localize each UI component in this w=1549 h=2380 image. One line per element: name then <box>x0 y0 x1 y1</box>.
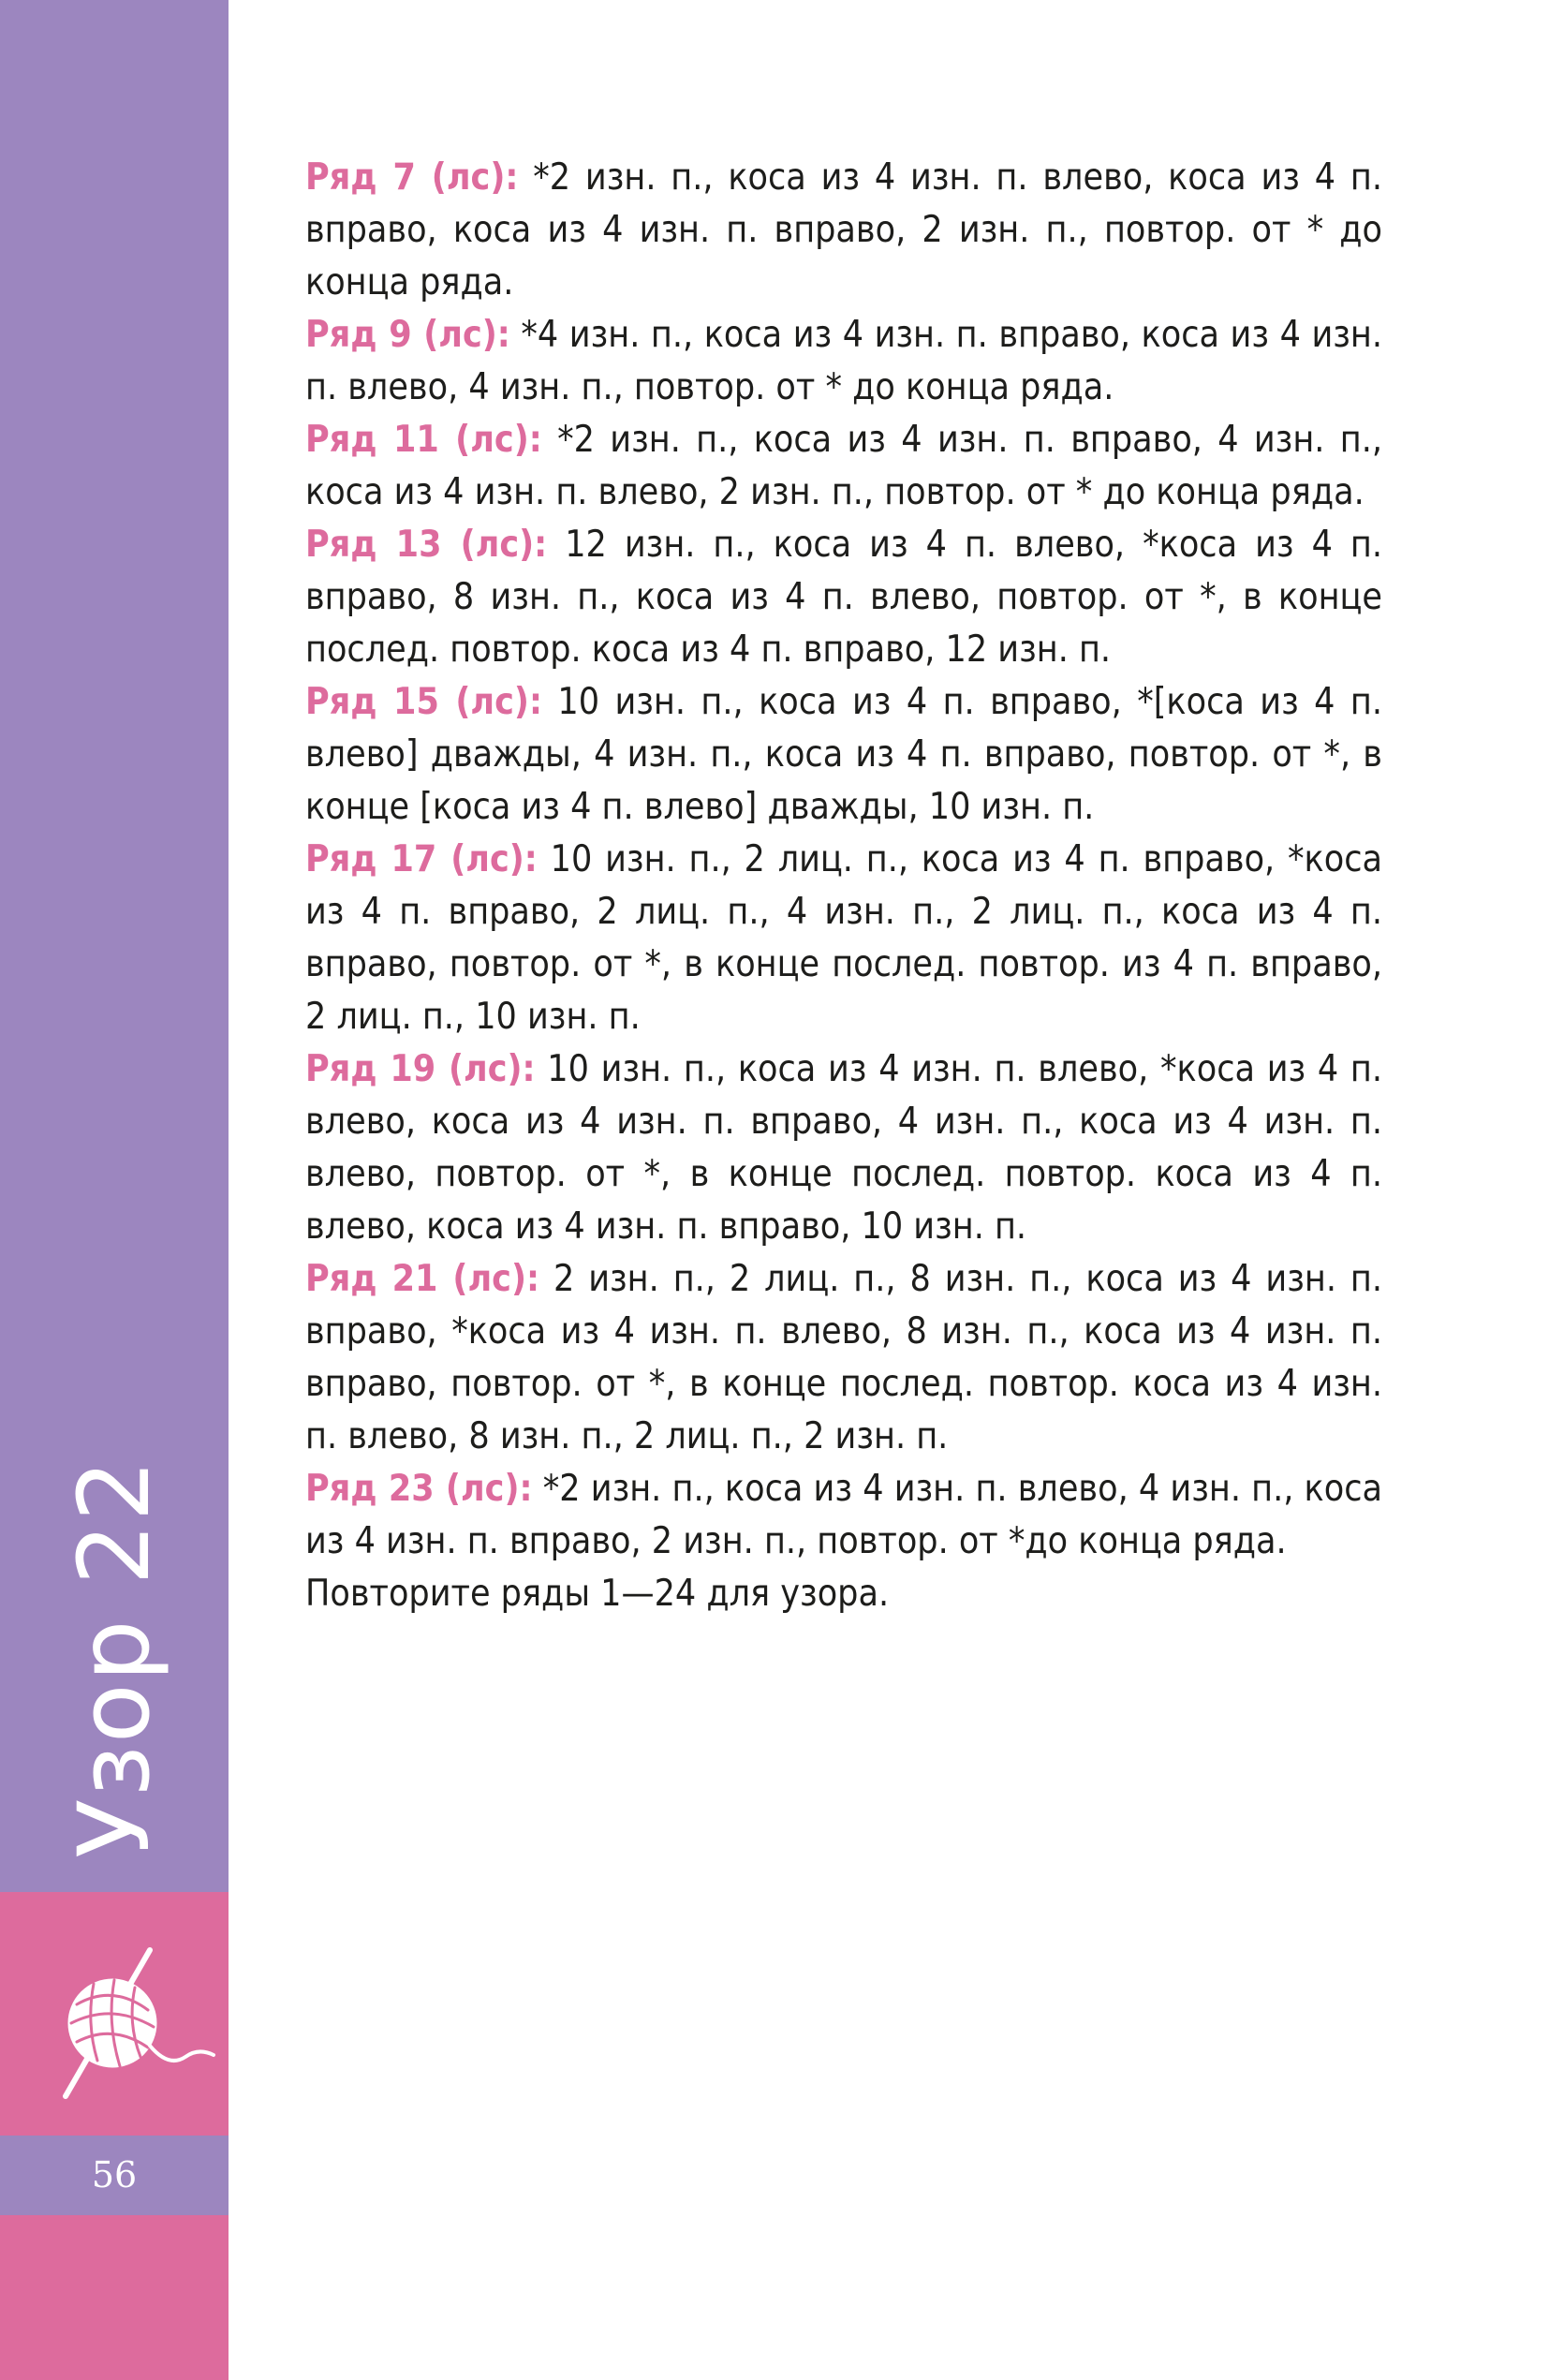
row-text: 10 изн. п., коса из 4 изн. п. влево, *коса из 4 п. влево, коса из 4 изн. п. вправо, 4 изн. п., коса из 4 изн. п. влево, повтор. от *, в конце послед. повтор. коса из 4 п. влево, коса из 4 изн. п. вправо, 10 изн. п. <box>305 1048 1382 1248</box>
row-label: Ряд 9 (лс): <box>305 314 510 356</box>
row-text: *2 изн. п., коса из 4 изн. п. влево, 4 изн. п., коса из 4 изн. п. вправо, 2 изн. п., повтор. от *до конца ряда. <box>305 1468 1383 1562</box>
sidebar <box>0 0 229 2380</box>
row-label: Ряд 21 (лс): <box>305 1258 540 1300</box>
row-label: Ряд 7 (лс): <box>305 156 519 199</box>
row-label: Ряд 19 (лс): <box>305 1048 536 1090</box>
row-label: Ряд 15 (лс): <box>305 681 542 723</box>
row-instruction <box>305 519 1382 676</box>
row-instruction <box>305 152 1382 309</box>
row-instruction <box>305 1463 1382 1568</box>
page-number: 56 <box>91 2154 138 2195</box>
row-label: Ряд 23 (лс): <box>305 1468 533 1510</box>
pattern-instructions <box>305 152 1382 1620</box>
sidebar-band-pink-bottom <box>0 2215 229 2380</box>
row-label: Ряд 17 (лс): <box>305 838 538 880</box>
row-text: 2 изн. п., 2 лиц. п., 8 изн. п., коса из 4 изн. п. вправо, *коса из 4 изн. п. влево, 8 изн. п., коса из 4 изн. п. вправо, повтор. от *, в конце послед. повтор. коса из 4 изн. п. влево, 8 изн. п., 2 лиц. п., 2 изн. п. <box>305 1258 1382 1457</box>
yarn-ball-with-needle-icon <box>49 1937 217 2106</box>
row-text: *4 изн. п., коса из 4 изн. п. вправо, коса из 4 изн. п. влево, 4 изн. п., повтор. от * до конца ряда. <box>305 314 1382 408</box>
row-instruction <box>305 834 1382 1043</box>
row-instruction <box>305 1253 1382 1463</box>
row-instruction <box>305 309 1382 414</box>
row-text: 12 изн. п., коса из 4 п. влево, *коса из 4 п. вправо, 8 изн. п., коса из 4 п. влево, повтор. от *, в конце послед. повтор. коса из 4 п. вправо, 12 изн. п. <box>305 524 1383 671</box>
row-text: *2 изн. п., коса из 4 изн. п. влево, коса из 4 п. вправо, коса из 4 изн. п. вправо, 2 изн. п., повтор. от * до конца ряда. <box>305 156 1382 303</box>
closing-instruction: Повторите ряды 1—24 для узора. <box>305 1573 890 1615</box>
row-text: 10 изн. п., коса из 4 п. вправо, *[коса из 4 п. влево] дважды, 4 изн. п., коса из 4 п. вправо, повтор. от *, в конце [коса из 4 п. влево] дважды, 10 изн. п. <box>305 681 1382 828</box>
row-label: Ряд 13 (лс): <box>305 524 548 566</box>
row-instruction <box>305 676 1382 834</box>
row-text: *2 изн. п., коса из 4 изн. п. вправо, 4 изн. п., коса из 4 изн. п. влево, 2 изн. п., повтор. от * до конца ряда. <box>305 419 1382 513</box>
row-text: 10 изн. п., 2 лиц. п., коса из 4 п. вправо, *коса из 4 п. вправо, 2 лиц. п., 4 изн. п., 2 лиц. п., коса из 4 п. вправо, повтор. от *, в конце послед. повтор. из 4 п. вправо, 2 лиц. п., 10 изн. п. <box>305 838 1382 1038</box>
row-instruction <box>305 1043 1382 1253</box>
row-label: Ряд 11 (лс): <box>305 419 542 461</box>
row-instruction <box>305 414 1382 519</box>
section-title: Узор 22 <box>57 1457 171 1858</box>
